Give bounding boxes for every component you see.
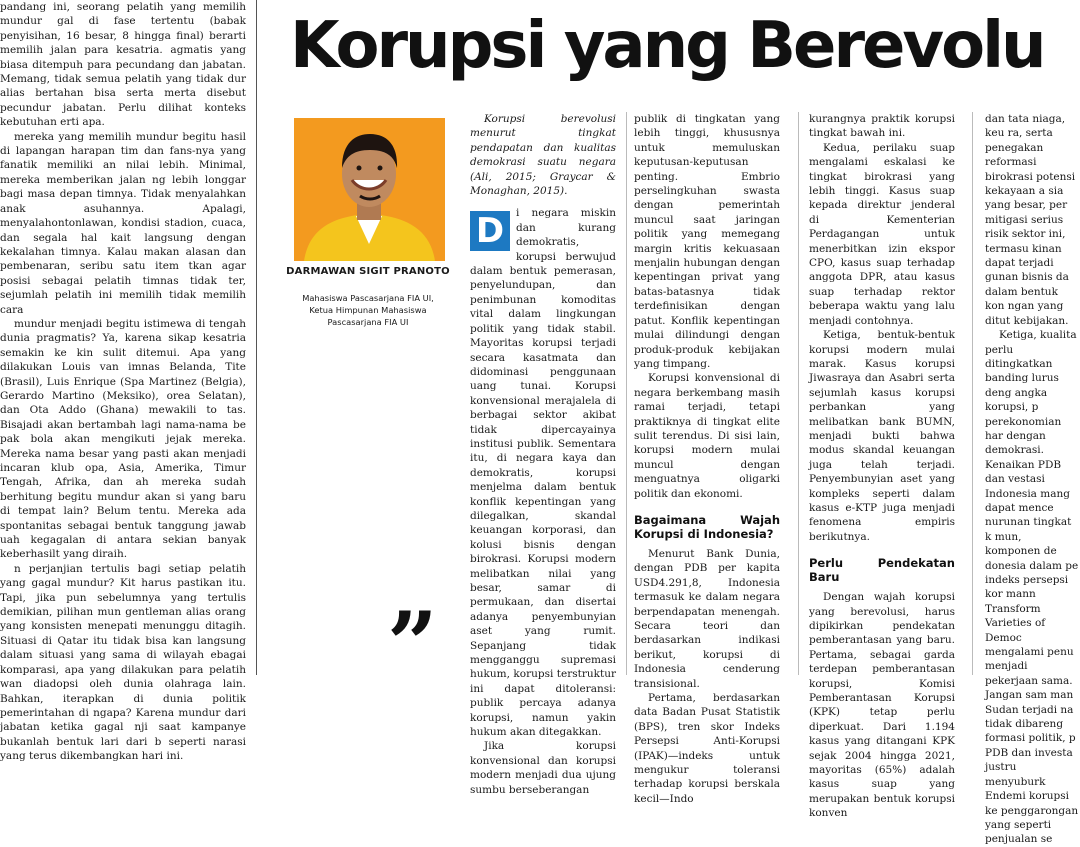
column-divider bbox=[626, 112, 627, 675]
headline: Korupsi yang Berevolu bbox=[290, 9, 1044, 83]
affiliation-line: Pascasarjana FIA UI bbox=[327, 317, 409, 327]
paragraph: Pertama, berdasarkan data Badan Pusat Statistik (BPS), tren skor Indeks Persepsi Anti-Korupsi (IPAK)—indeks untuk mengukur toleransi terhadap korupsi berskala kecil—Indo bbox=[634, 692, 780, 805]
article-column-3 bbox=[809, 112, 955, 820]
paragraph: Ketiga, kualita perlu ditingkatkan banding lurus deng angka korupsi, p perekonomian har dengan demokrasi. Kenaikan PDB dan vestasi Indonesia mang dapat mence nurunan tingkat k mun, komponen de donesia dalam pe indeks persepsi kor mann Transform Varieties of Democ mengalami penu menjadi pekerjaan sama. Jangan sam man Sudan terjadi na tidak dibareng formasi politik, p PDB dan investa justru menyuburk Endemi korupsi ke penggarongan yang seperti penjualan se bbox=[985, 329, 1079, 846]
paragraph: pandang ini, seorang pelatih yang memilih mundur gal di fase tertentu (babak penyisihan, 16 besar, 8 hingga final) berarti memilih jalan para kesatria. agmatis yang biasa ditempuh para pecundang dan jabatan. Memang, tidak semua pelatih yang tidak dur alias bertahan bisa serta merta disebut pecundur jabatan. Perlu dilihat konteks kebutuhan erti apa. bbox=[0, 1, 246, 129]
author-name: DARMAWAN SIGIT PRANOTO bbox=[286, 266, 450, 277]
article-column-1 bbox=[470, 112, 616, 796]
author-portrait-icon bbox=[294, 118, 445, 261]
author-affiliation bbox=[284, 292, 452, 328]
paragraph: Ketiga, bentuk-bentuk korupsi modern mulai marak. Kasus korupsi Jiwasraya dan Asabri serta sejumlah kasus korupsi perbankan yang melibatkan bank BUMN, menjadi bukti bahwa modus skandal keuangan juga telah terjadi. Penyembunyian aset yang kompleks seperti dalam kasus e-KTP juga menjadi fenomena empiris berikutnya. bbox=[809, 329, 955, 543]
paragraph: Dengan wajah korupsi yang berevolusi, harus dipikirkan pendekatan pemberantasan yang baru. Pertama, sebagai garda terdepan pemberantasan korupsi, Komisi Pemberantasan Korupsi (KPK) tetap perlu diperkuat. Dari 1.194 kasus yang ditangani KPK sejak 2004 hingga 2021, mayoritas (65%) adalah kasus suap yang merupakan bentuk korupsi konven bbox=[809, 591, 955, 820]
paragraph: Menurut Bank Dunia, dengan PDB per kapita USD4.291,8, Indonesia termasuk ke dalam negara berpendapatan menengah. Secara teori dan berdasarkan indikasi berikut, korupsi di Indonesia cenderung transisional. bbox=[634, 547, 780, 690]
paragraph: Jika korupsi konvensional dan korupsi modern menjadi dua ujung sumbu berseberangan bbox=[470, 740, 616, 796]
drop-cap: D bbox=[470, 211, 510, 251]
paragraph: dan tata niaga, keu ra, serta penegakan reformasi birokrasi potensi kekayaan a sia yang besar, per mitigasi serius risik sektor ini, termasu kinan dapat terjadi gunan bisnis da dalam bentuk kon ngan yang ditut kebijakan. bbox=[985, 113, 1076, 327]
article-column-4 bbox=[985, 112, 1080, 846]
paragraph: Kedua, perilaku suap mengalami eskalasi ke tingkat birokrasi yang lebih tinggi. Kasus suap kepada direktur jenderal di Kementerian Perdagangan untuk menerbitkan izin ekspor CPO, kasus suap terhadap anggota DPR, atau kasus suap terhadap rektor beberapa waktu yang lalu menjadi contohnya. bbox=[809, 141, 955, 327]
paragraph: mereka yang memilih mundur begitu hasil di lapangan harapan tim dan fans-nya yang fanatik memiliki an nilai lebih. Minimal, mereka memberikan jalan ng lebih longgar bagi masa depan timnya. Tidak menyalahkan anak asuhannya. Apalagi, menyalahontonlawan, kondisi stadion, cuaca, dan segala hal kait langsung dengan kekalahan timnya. Kalau makan alasan dan pembenaran, seribu satu item tkan agar posisi sebagai pelatih timnas tidak ter, sejumlah pelatih ini memilih tidak memilih cara bbox=[0, 130, 246, 316]
previous-article-column bbox=[0, 0, 246, 763]
affiliation-line: Ketua Himpunan Mahasiswa bbox=[309, 305, 427, 315]
paragraph: kurangnya praktik korupsi tingkat bawah ini. bbox=[809, 113, 955, 140]
lead-paragraph bbox=[470, 206, 616, 739]
affiliation-line: Mahasiswa Pascasarjana FIA UI, bbox=[302, 293, 434, 303]
paragraph: n perjanjian tertulis bagi setiap pelatih yang gagal mundur? Kit harus pastikan itu. Tapi, jika pun sebelumnya yang tertulis demikian, pilihan mun gentleman alias orang yang konsisten menepati menunggu ditagih. Situasi di Qatar itu tidak bisa kan langsung dalam situasi yang sama di wilayah ebagai komparasi, apa yang dilakukan para pelatih wan diadopsi oleh dunia olahraga lain. Bahkan, iterapkan di dunia politik pemerintahan di ngapa? Karena mundur dari jabatan ketika gagal nji saat kampanye bukanlah bentuk lari dari b seperti narasi yang terus dikembangkan hari ini. bbox=[0, 562, 246, 763]
paragraph: i negara miskin dan kurang demokratis, korupsi berwujud dalam bentuk pemerasan, penyelundupan, dan penimbunan komoditas vital dalam lingkungan politik yang tidak stabil. Mayoritas korupsi terjadi secara kasatmata dan didominasi penggunaan uang tunai. Korupsi konvensional merajalela di berbagai sektor akibat tidak dipercayainya institusi publik. Sementara itu, di negara kaya dan demokratis, korupsi menjelma dalam bentuk konflik kepentingan yang dilegalkan, skandal keuangan korporasi, dan kolusi bisnis dengan birokrasi. Korupsi modern melibatkan nilai yang besar, samar di permukaan, dan disertai adanya penyembunyian aset yang rumit. Sepanjang tidak mengganggu supremasi hukum, korupsi terstruktur ini dapat ditoleransi: publik percaya adanya korupsi, namun yakin hukum akan ditegakkan. bbox=[470, 207, 616, 739]
author-photo bbox=[294, 118, 445, 261]
paragraph: mundur menjadi begitu istimewa di tengah dunia pragmatis? Ya, karena sikap kesatria semakin ke kin sulit ditemui. Apa yang dilakukan Louis van imnas Belanda, Tite (Brasil), Luis Enrique (Spa Martinez (Belgia), Gerardo Martino (Meksiko), orea Selatan), dan Ota Addo (Ghana) mewakili to tas. Bisajadi akan bertambah lagi nama-nama be pak bola akan mengikuti jejak mereka. Mereka nama besar yang pasti akan menjadi incaran klub opa, Asia, Amerika, Timur Tengah, Afrika, dan ah mereka sudah berhitung begitu mundur akan si yang baru di tempat lain? Belum tentu. Mereka ada spontanitas sebagai bentuk tanggung jawab uah kegagalan di antara sekian banyak keberhasilt yang diraih. bbox=[0, 317, 246, 561]
pull-quote-mark: ” bbox=[387, 592, 438, 696]
column-divider bbox=[972, 112, 973, 675]
article-column-2 bbox=[634, 112, 780, 805]
section-heading: Bagaimana Wajah Korupsi di Indonesia? bbox=[634, 512, 780, 541]
section-heading: Perlu Pendekatan Baru bbox=[809, 556, 955, 585]
paragraph: Korupsi konvensional di negara berkembang masih ramai terjadi, tetapi praktiknya di tingkat elite sulit terendus. Di sisi lain, korupsi modern mulai muncul dengan menguatnya oligarki politik dan ekonomi. bbox=[634, 372, 780, 500]
epigraph: Korupsi berevolusi menurut tingkat pendapatan dan kualitas demokrasi suatu negara (Ali, 2015; Graycar & Monaghan, 2015). bbox=[470, 113, 616, 198]
column-divider bbox=[798, 112, 799, 675]
column-divider bbox=[256, 0, 257, 675]
paragraph: publik di tingkatan yang lebih tinggi, khususnya untuk memuluskan keputusan-keputusan penting. Embrio perselingkuhan swasta dengan pemerintah muncul saat jaringan politik yang memegang margin kritis kekuasaan menjalin hubungan dengan kepentingan privat yang batas-batasnya tidak terdefinisikan dengan patut. Konflik kepentingan mulai dilindungi dengan produk-produk kebijakan yang timpang. bbox=[634, 113, 780, 370]
